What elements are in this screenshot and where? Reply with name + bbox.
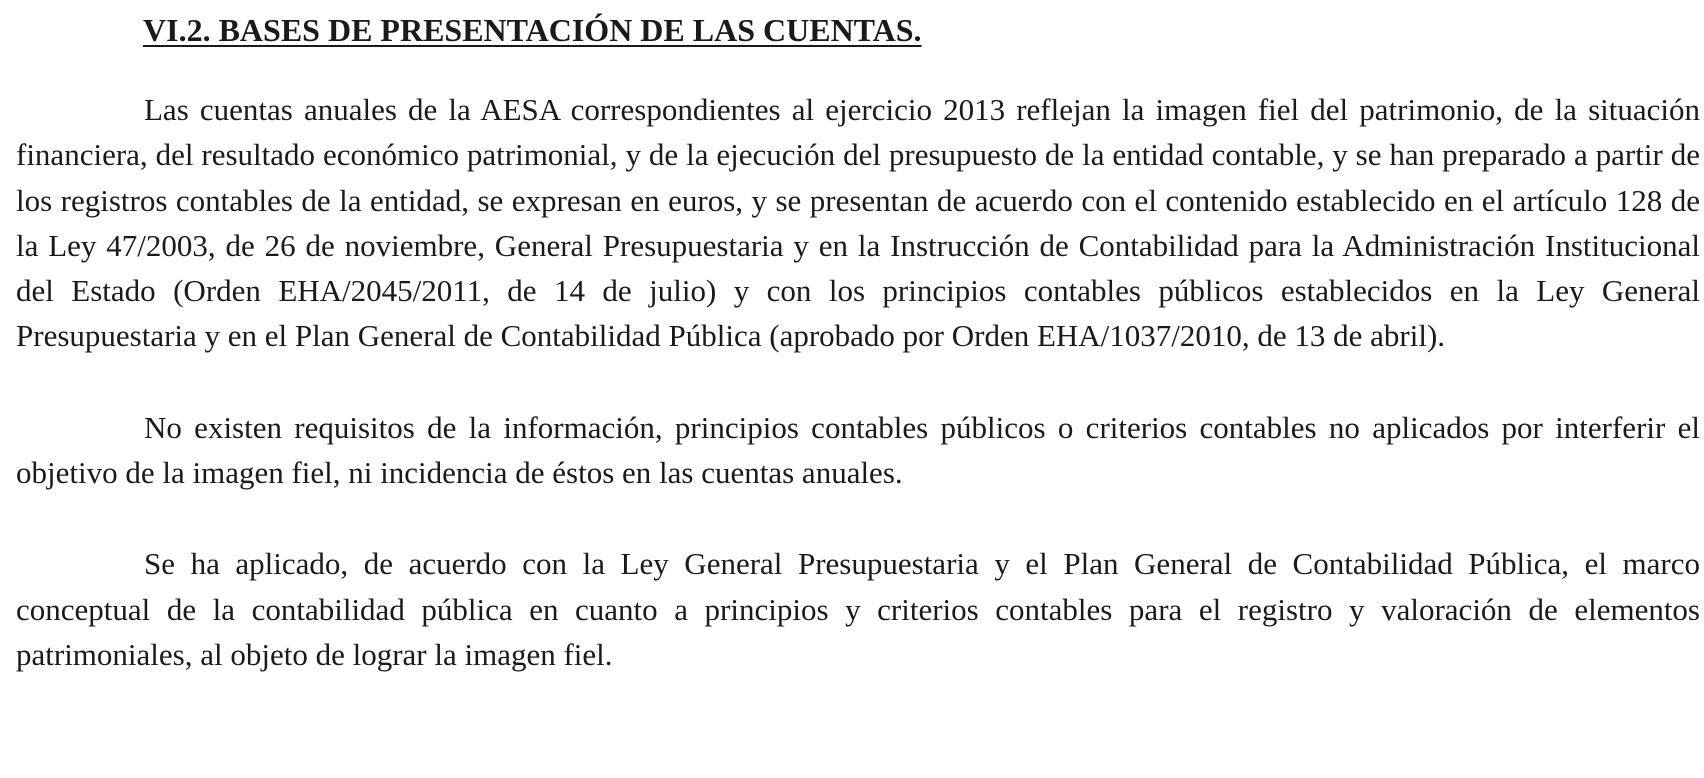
paragraph-basis-of-presentation: Las cuentas anuales de la AESA correspondientes al ejercicio 2013 reflejan la imagen fiel del patrimonio, de la situación financiera, del resultado económico patrimonial, y de la ejecución del presupuesto de la entidad contable, y se han preparado a partir de los registros contables de la entidad, se expresan en euros, y se presentan de acuerdo con el contenido establecido en el artículo 128 de la Ley 47/2003, de 26 de noviembre, General Presupuestaria y en la Instrucción de Contabilidad para la Administración Institucional del Estado (Orden EHA/2045/2011, de 14 de julio) y con los principios contables públicos establecidos en la Ley General Presupuestaria y en el Plan General de Contabilidad Pública (aprobado por Orden EHA/1037/2010, de 13 de abril).: [16, 92, 1700, 354]
paragraph-conceptual-framework: Se ha aplicado, de acuerdo con la Ley General Presupuestaria y el Plan General de Contabilidad Pública, el marco conceptual de la contabilidad pública en cuanto a principios y criterios contables para el registro y valoración de elementos patrimoniales, al objeto de lograr la imagen fiel.: [16, 546, 1700, 672]
document-page: [16, 0, 1700, 677]
section-heading: VI.2. BASES DE PRESENTACIÓN DE LAS CUENTAS.: [143, 12, 922, 48]
paragraph-no-unapplied-principles: No existen requisitos de la información, principios contables públicos o criterios contables no aplicados por interferir el objetivo de la imagen fiel, ni incidencia de éstos en las cuentas anuales.: [16, 409, 1700, 491]
